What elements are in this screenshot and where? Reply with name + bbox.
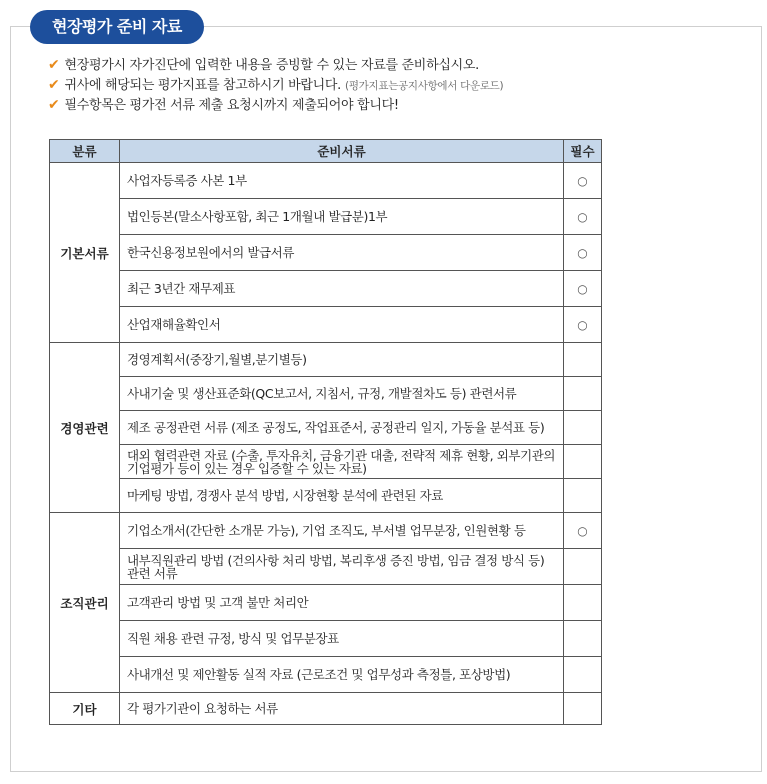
- note-text: 필수항목은 평가전 서류 제출 요청시까지 제출되어야 합니다!: [64, 98, 399, 113]
- required-mark: [564, 621, 602, 657]
- table-row: [50, 513, 602, 549]
- document-cell: 대외 협력관련 자료 (수출, 투자유치, 금융기관 대출, 전략적 제휴 현황, 외부기관의 기업평가 등이 있는 경우 입증할 수 있는 자료): [120, 445, 564, 479]
- required-mark: ○: [564, 163, 602, 199]
- document-cell: 각 평가기관이 요청하는 서류: [120, 693, 564, 725]
- table-row: [50, 479, 602, 513]
- required-mark: ○: [564, 199, 602, 235]
- header-category: 분류: [50, 140, 120, 163]
- required-mark: [564, 549, 602, 585]
- check-icon: ✔: [48, 57, 60, 73]
- table-row: [50, 411, 602, 445]
- section-title: 현장평가 준비 자료: [30, 10, 204, 44]
- document-cell: 사내기술 및 생산표준화(QC보고서, 지침서, 규정, 개발절차도 등) 관련서류: [120, 377, 564, 411]
- required-mark: ○: [564, 271, 602, 307]
- document-cell: 사업자등록증 사본 1부: [120, 163, 564, 199]
- required-mark: [564, 343, 602, 377]
- check-icon: ✔: [48, 97, 60, 113]
- document-cell: 경영계획서(중장기,월별,분기별등): [120, 343, 564, 377]
- note-subtext: (평가지표는공지사항에서 다운로드): [345, 80, 504, 92]
- document-cell: 마케팅 방법, 경쟁사 분석 방법, 시장현황 분석에 관련된 자료: [120, 479, 564, 513]
- required-mark: ○: [564, 307, 602, 343]
- header-required: 필수: [564, 140, 602, 163]
- note-item: [48, 75, 748, 95]
- required-mark: [564, 693, 602, 725]
- note-item: [48, 95, 748, 115]
- document-cell: 고객관리 방법 및 고객 불만 처리안: [120, 585, 564, 621]
- required-mark: [564, 479, 602, 513]
- note-text: 현장평가시 자가진단에 입력한 내용을 증빙할 수 있는 자료를 준비하십시오.: [64, 58, 479, 73]
- table-row: [50, 445, 602, 479]
- required-mark: ○: [564, 513, 602, 549]
- category-cell: 경영관련: [50, 343, 120, 513]
- table-row: [50, 307, 602, 343]
- category-cell: 조직관리: [50, 513, 120, 693]
- category-cell: 기타: [50, 693, 120, 725]
- document-cell: 한국신용정보원에서의 발급서류: [120, 235, 564, 271]
- required-mark: [564, 445, 602, 479]
- table-row: [50, 549, 602, 585]
- document-cell: 사내개선 및 제안활동 실적 자료 (근로조건 및 업무성과 측정틀, 포상방법): [120, 657, 564, 693]
- note-text: 귀사에 해당되는 평가지표를 참고하시기 바랍니다.: [64, 78, 342, 93]
- required-mark: [564, 657, 602, 693]
- document-cell: 직원 채용 관련 규정, 방식 및 업무분장표: [120, 621, 564, 657]
- note-item: [48, 55, 748, 75]
- table-row: [50, 163, 602, 199]
- table-header-row: [50, 140, 602, 163]
- required-mark: [564, 377, 602, 411]
- table-row: [50, 693, 602, 725]
- table-row: [50, 343, 602, 377]
- check-icon: ✔: [48, 77, 60, 93]
- table-row: [50, 585, 602, 621]
- document-cell: 최근 3년간 재무제표: [120, 271, 564, 307]
- documents-table: [49, 139, 602, 725]
- table-row: [50, 271, 602, 307]
- table-row: [50, 235, 602, 271]
- header-document: 준비서류: [120, 140, 564, 163]
- table-row: [50, 657, 602, 693]
- table-row: [50, 621, 602, 657]
- document-cell: 기업소개서(간단한 소개문 가능), 기업 조직도, 부서별 업무분장, 인원현황 등: [120, 513, 564, 549]
- required-mark: [564, 585, 602, 621]
- table-row: [50, 199, 602, 235]
- table-row: [50, 377, 602, 411]
- required-mark: [564, 411, 602, 445]
- document-cell: 내부직원관리 방법 (건의사항 처리 방법, 복리후생 증진 방법, 임금 결정 방식 등) 관련 서류: [120, 549, 564, 585]
- required-mark: ○: [564, 235, 602, 271]
- document-cell: 법인등본(말소사항포함, 최근 1개월내 발급분)1부: [120, 199, 564, 235]
- notes-list: [48, 55, 748, 115]
- document-cell: 제조 공정관련 서류 (제조 공정도, 작업표준서, 공정관리 일지, 가동율 분석표 등): [120, 411, 564, 445]
- category-cell: 기본서류: [50, 163, 120, 343]
- document-cell: 산업재해율확인서: [120, 307, 564, 343]
